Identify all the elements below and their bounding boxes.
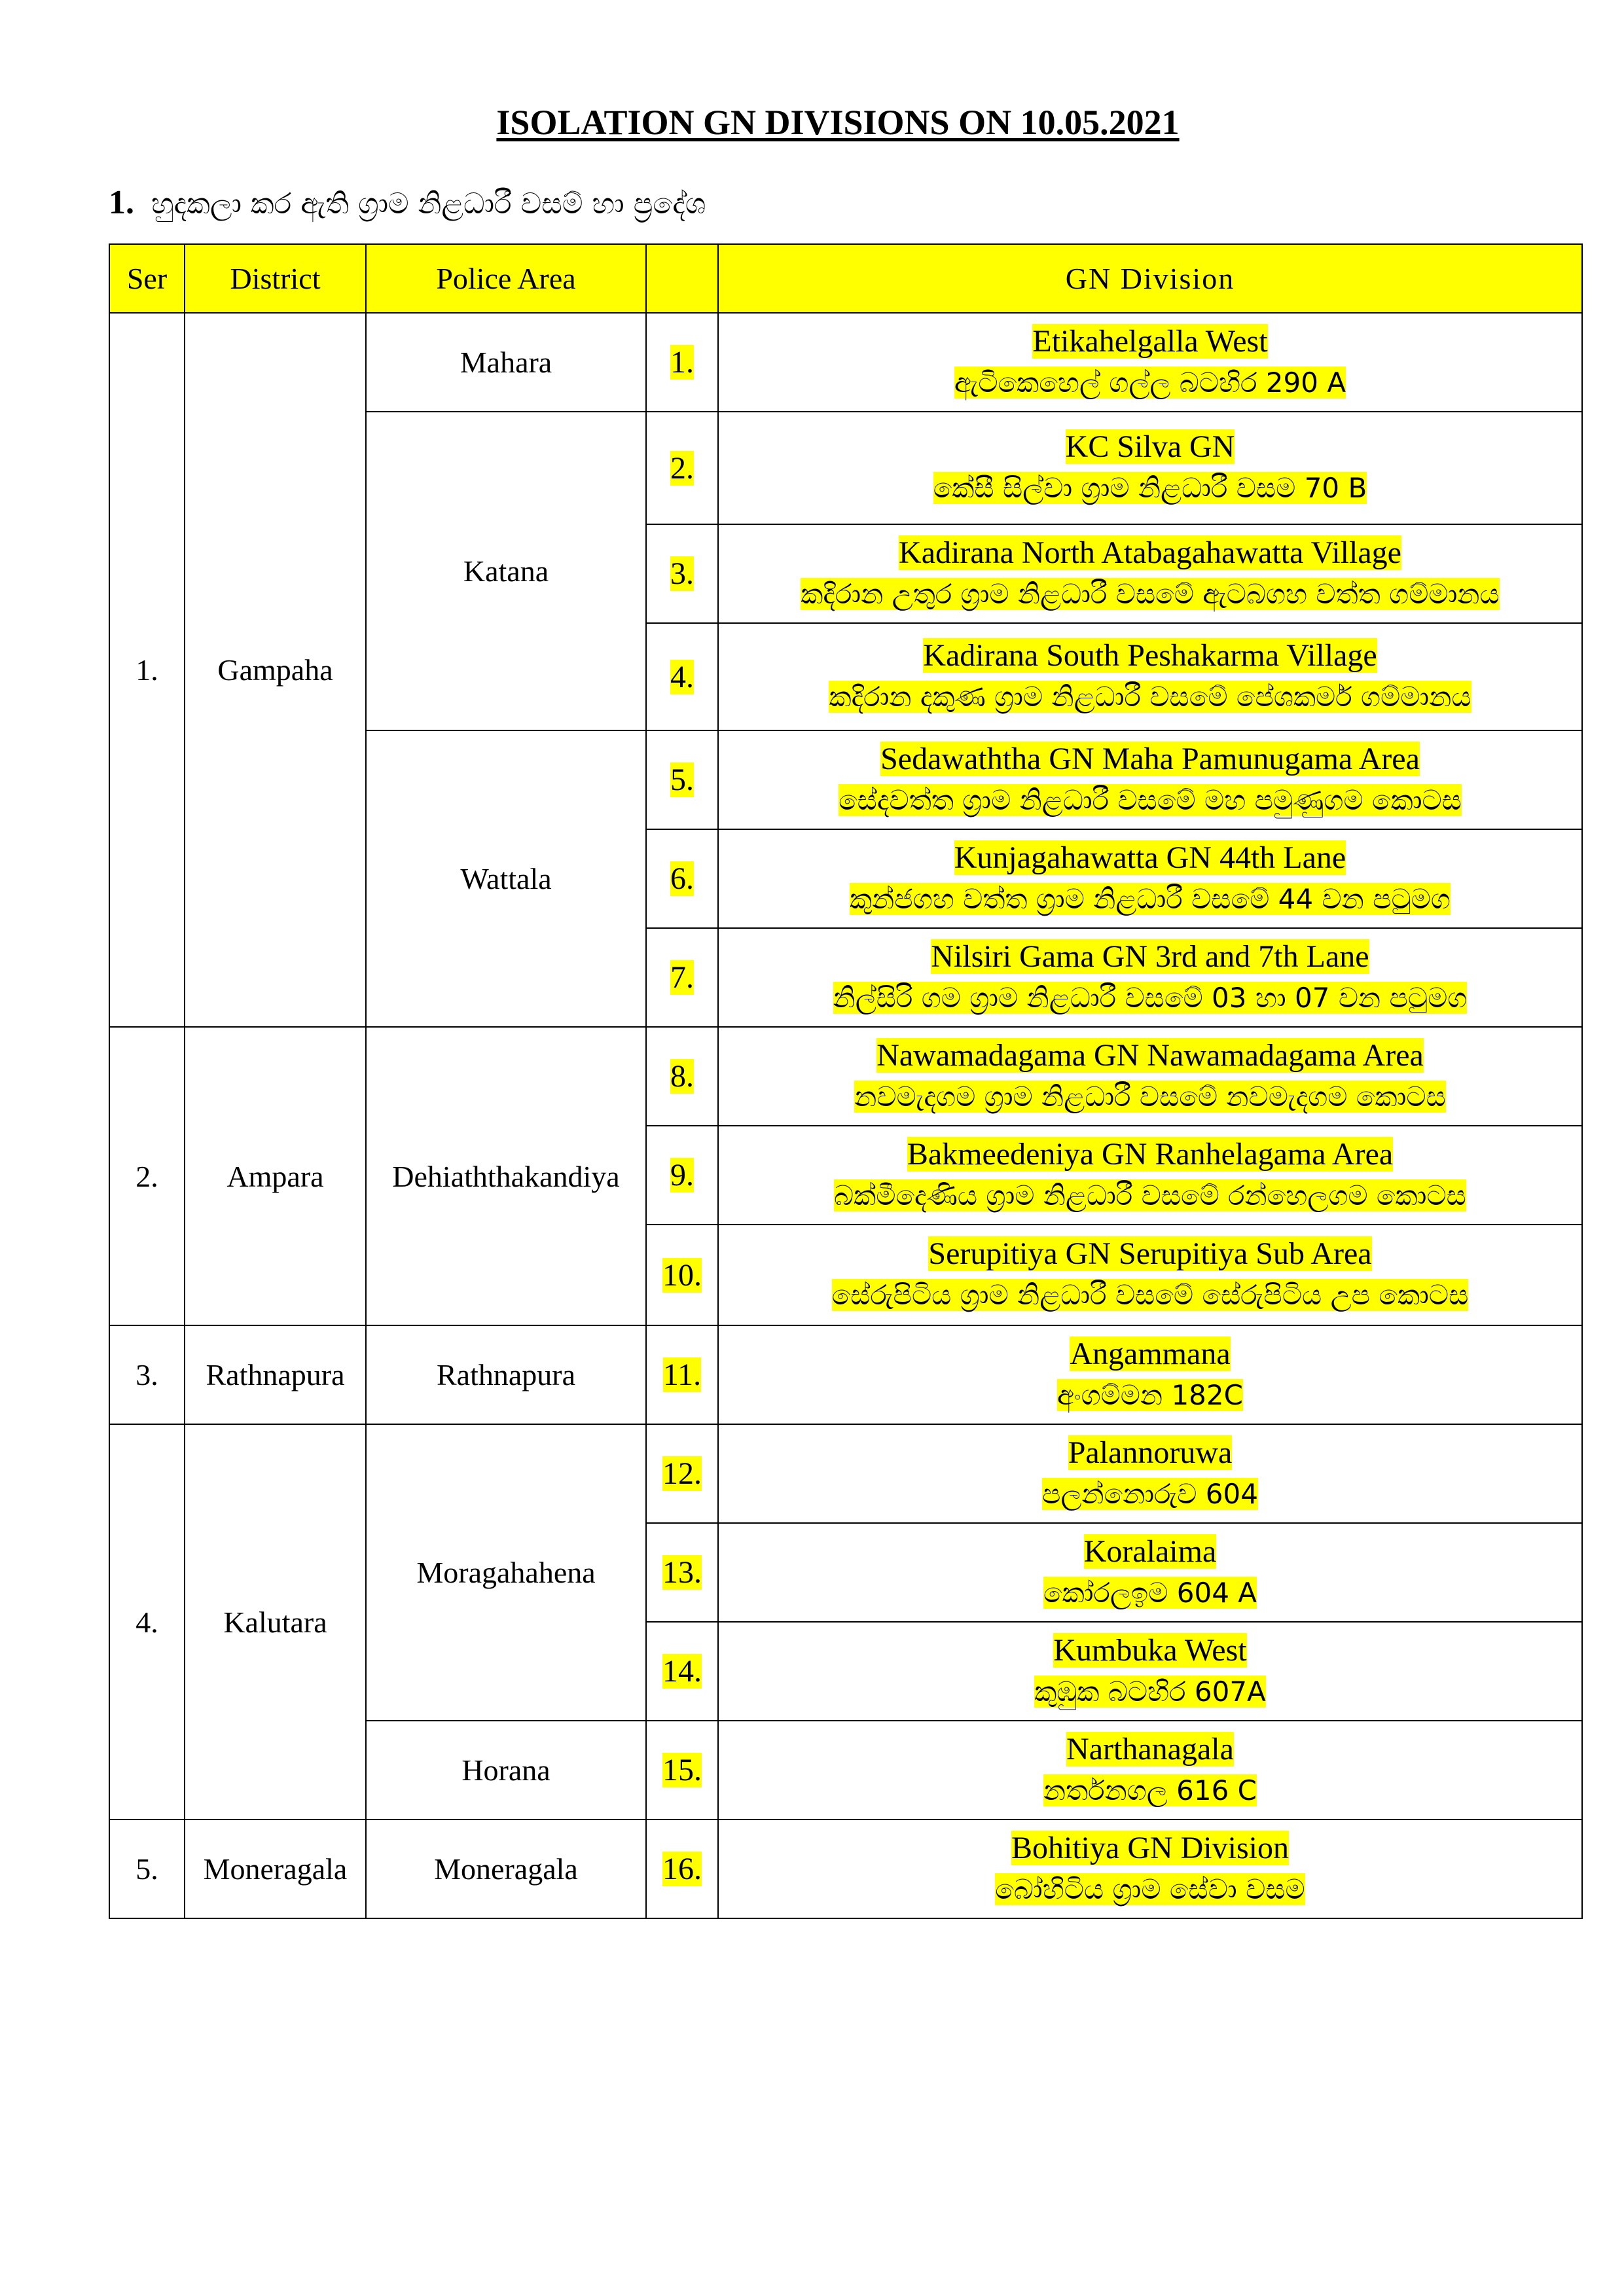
row-number-cell: [646, 524, 718, 623]
row-number-cell: [646, 1721, 718, 1820]
gn-division-cell: [718, 1820, 1582, 1918]
police-cell: Mahara: [366, 313, 646, 412]
row-number-cell: [646, 1424, 718, 1523]
row-number: 10.: [662, 1257, 702, 1293]
gn-name-si: නවමැදගම ග්‍රාම නිළධාරී වසමේ නවමැදගම කොටස: [854, 1080, 1446, 1113]
district-cell: Ampara: [185, 1027, 366, 1325]
header-police-area: Police Area: [366, 244, 646, 313]
header-number: [646, 244, 718, 313]
gn-name-en: Serupitiya GN Serupitiya Sub Area: [928, 1236, 1372, 1271]
police-cell: Dehiaththakandiya: [366, 1027, 646, 1325]
gn-name-si: සේරුපිටිය ග්‍රාම නිළධාරී වසමේ සේරුපිටිය උප කොටස: [831, 1279, 1469, 1311]
gn-name-si: කෝරලඉම 604 A: [1043, 1576, 1257, 1609]
gn-name-en: Nilsiri Gama GN 3rd and 7th Lane: [931, 939, 1369, 974]
gn-name-en: Kadirana South Peshakarma Village: [923, 638, 1377, 673]
table-row: [109, 1820, 1582, 1918]
row-number-cell: [646, 928, 718, 1027]
gn-division-cell: [718, 412, 1582, 524]
police-cell: Moneragala: [366, 1820, 646, 1918]
gn-name-si: කේසී සිල්වා ග්‍රාම නිළධාරී වසම 70 B: [933, 472, 1367, 504]
row-number-cell: [646, 412, 718, 524]
gn-name-si: ඇටිකෙහෙල් ගල්ල බටහිර 290 A: [954, 366, 1346, 399]
row-number-cell: [646, 829, 718, 928]
gn-division-cell: [718, 1424, 1582, 1523]
gn-name-en: Kunjagahawatta GN 44th Lane: [954, 840, 1346, 875]
ser-cell: 1.: [109, 313, 185, 1027]
gn-name-en: Etikahelgalla West: [1032, 323, 1268, 359]
ser-cell: 4.: [109, 1424, 185, 1820]
gn-name-si: කුඹුක බටහිර 607A: [1034, 1675, 1266, 1708]
police-cell: Horana: [366, 1721, 646, 1820]
row-number: 3.: [670, 556, 694, 591]
ser-cell: 5.: [109, 1820, 185, 1918]
table-row: [109, 1424, 1582, 1523]
row-number-cell: [646, 1225, 718, 1325]
row-number: 7.: [670, 960, 694, 995]
row-number: 13.: [662, 1555, 702, 1590]
gn-division-cell: [718, 1027, 1582, 1126]
gn-name-en: Sedawaththa GN Maha Pamunugama Area: [880, 741, 1420, 776]
district-cell: Kalutara: [185, 1424, 366, 1820]
district-cell: Moneragala: [185, 1820, 366, 1918]
row-number-cell: [646, 1820, 718, 1918]
police-cell: Moragahahena: [366, 1424, 646, 1721]
ser-cell: 3.: [109, 1325, 185, 1424]
row-number-cell: [646, 730, 718, 829]
gn-name-si: නර්තනගල 616 C: [1043, 1774, 1257, 1806]
police-cell: Katana: [366, 412, 646, 730]
gn-name-en: Kadirana North Atabagahawatta Village: [899, 535, 1401, 570]
gn-name-en: Koralaima: [1083, 1534, 1217, 1569]
row-number: 6.: [670, 861, 694, 896]
gn-division-cell: [718, 730, 1582, 829]
district-cell: Gampaha: [185, 313, 366, 1027]
gn-name-en: Narthanagala: [1066, 1731, 1234, 1767]
police-cell: Rathnapura: [366, 1325, 646, 1424]
section-number: 1.: [109, 184, 134, 221]
row-number: 1.: [670, 345, 694, 380]
table-row: [109, 1325, 1582, 1424]
gn-name-en: Angammana: [1070, 1336, 1231, 1371]
police-cell: Wattala: [366, 730, 646, 1027]
row-number-cell: [646, 1126, 718, 1225]
row-number-cell: [646, 1027, 718, 1126]
row-number: 15.: [662, 1753, 702, 1787]
row-number: 12.: [662, 1456, 702, 1491]
gn-division-cell: [718, 1126, 1582, 1225]
gn-division-table: [109, 243, 1583, 1919]
gn-name-si: කදිරාන දකුණ ග්‍රාම නිළධාරී වසමේ පේශකර්ම ගම්මානය: [829, 681, 1471, 713]
row-number-cell: [646, 1523, 718, 1622]
section-heading: [109, 183, 706, 222]
row-number: 2.: [670, 450, 694, 486]
section-text: හුදකලා කර ඇති ග්‍රාම නිළධාරී වසම් හා ප්‍රදේශ: [151, 187, 706, 221]
gn-name-si: බක්මීදෙණිය ග්‍රාම නිළධාරී වසමේ රන්හෙලගම කොටස: [834, 1179, 1466, 1211]
gn-name-en: Bakmeedeniya GN Ranhelagama Area: [907, 1136, 1394, 1172]
header-gn-division: GN Division: [718, 244, 1582, 313]
gn-name-en: Kumbuka West: [1053, 1632, 1247, 1668]
gn-name-en: Palannoruwa: [1068, 1435, 1233, 1470]
row-number: 9.: [670, 1158, 694, 1193]
gn-name-en: KC Silva GN: [1065, 429, 1235, 464]
gn-division-cell: [718, 524, 1582, 623]
header-row: [109, 244, 1582, 313]
gn-division-cell: [718, 1622, 1582, 1721]
gn-division-cell: [718, 313, 1582, 412]
gn-division-cell: [718, 1225, 1582, 1325]
gn-name-si: පලන්නොරුව 604: [1042, 1477, 1258, 1510]
row-number-cell: [646, 1325, 718, 1424]
document-title: ISOLATION GN DIVISIONS ON 10.05.2021: [496, 103, 1180, 142]
gn-name-si: කදිරාන උතුර ග්‍රාම නිළධාරී වසමේ ඇටබගහ වත්ත ගම්මානය: [801, 577, 1500, 610]
gn-division-cell: [718, 623, 1582, 730]
row-number: 8.: [670, 1059, 694, 1094]
gn-name-en: Bohitiya GN Division: [1011, 1830, 1289, 1865]
row-number: 11.: [662, 1357, 702, 1392]
gn-name-en: Nawamadagama GN Nawamadagama Area: [876, 1037, 1424, 1073]
district-cell: Rathnapura: [185, 1325, 366, 1424]
header-district: District: [185, 244, 366, 313]
table-row: [109, 313, 1582, 412]
header-ser: Ser: [109, 244, 185, 313]
row-number: 5.: [670, 762, 694, 797]
gn-division-cell: [718, 928, 1582, 1027]
gn-name-si: කුන්ජගහ වත්ත ග්‍රාම නිළධාරී වසමේ 44 වන පටුමග: [850, 882, 1451, 915]
gn-division-cell: [718, 1523, 1582, 1622]
gn-name-si: අංගම්මන 182C: [1057, 1378, 1243, 1411]
row-number: 14.: [662, 1654, 702, 1689]
row-number-cell: [646, 313, 718, 412]
gn-division-cell: [718, 1325, 1582, 1424]
gn-name-si: සේදවත්ත ග්‍රාම නිළධාරී වසමේ මහ පමුණුගම කොටස: [839, 783, 1462, 816]
gn-name-si: නිල්සිරි ගම ග්‍රාම නිළධාරී වසමේ 03 හා 07 වන පටුමග: [833, 981, 1468, 1014]
gn-name-si: බෝහිටිය ග්‍රාම සේවා වසම: [995, 1873, 1305, 1905]
row-number-cell: [646, 623, 718, 730]
row-number-cell: [646, 1622, 718, 1721]
row-number: 4.: [670, 659, 694, 694]
row-number: 16.: [662, 1852, 702, 1886]
ser-cell: 2.: [109, 1027, 185, 1325]
table-row: [109, 1027, 1582, 1126]
gn-division-cell: [718, 1721, 1582, 1820]
gn-division-cell: [718, 829, 1582, 928]
